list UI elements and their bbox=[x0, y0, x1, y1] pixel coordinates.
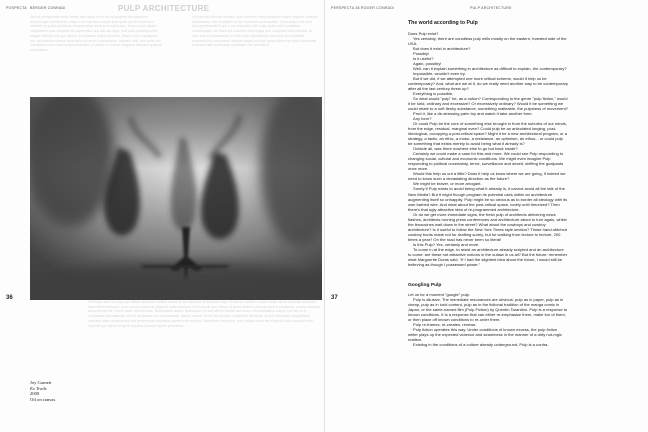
article-column bbox=[408, 20, 568, 347]
body-paragraph: Existing in the conditions of a culture already underground, Pulp is a contra- bbox=[413, 341, 549, 347]
body-paragraph: Yes certainly, there are countless pulp mills mostly on the eastern, forested side of the USA. bbox=[408, 36, 567, 47]
body-paragraph: Is it useful? bbox=[413, 56, 434, 62]
painting-image bbox=[30, 97, 322, 300]
body-paragraph: Any form? bbox=[413, 116, 432, 122]
running-head-author-right: PERSPECTA 38 ROGER CONRADI bbox=[331, 6, 395, 10]
body-paragraph: We might be braver, or more arrogant. bbox=[413, 181, 482, 187]
body-paragraph: Everything is possible. bbox=[413, 91, 454, 97]
running-head-author: BERGER CONRADI bbox=[30, 6, 66, 10]
body-paragraph: Would this help us out a little? Does it help us know where we are going, if indeed we need to know such a devastating direction as the future? bbox=[408, 171, 566, 182]
artwork-caption bbox=[30, 380, 55, 402]
body-paragraph: Pulp is allusive. The immediate resonances are obvious: pulp as in paper, pulp as in cheap, pulp as in lurid content, pulp as in the fictional tradition of the manga comic in Japan, or the same-named film (Pulp Fiction) by Quentin Tarantino. Pulp is a response to known conditions. It is a response that can either re-emphasize them, make fun of them, or then place off known conditions to re-order them. bbox=[408, 296, 568, 322]
body-paragraph: Possibly! bbox=[413, 51, 430, 57]
body-paragraph: Certainly we could make a case for this and more. We could see Pulp responding to changing social, cultural and economic conditions. We might even imagine Pulp responding to political uncertainty, terror, surveillance and deceit, shifting the goalposts once more. bbox=[408, 151, 564, 172]
body-paragraph: Impossible, wouldn't even try. bbox=[413, 71, 466, 77]
body-paragraph: Does Pulp exist? bbox=[408, 31, 439, 36]
body-paragraph: Let us for a moment "google" pulp. bbox=[408, 291, 471, 297]
caption-year: 2000 bbox=[30, 391, 40, 397]
ghost-text-column-1: Sed ut perspiciatis unde omnis iste natus error sit voluptatem accusantium doloremque laudantium, totam rem aperiam eaque ipsa quae ab illo inventore veritatis et quasi architecto beatae vitae dicta sunt explicabo. Nemo enim ipsam voluptatem quia voluptas sit aspernatur aut odit aut fugit, sed quia consequuntur magni dolores eos qui ratione voluptatem sequi nesciunt. Neque porro quisquam est, qui dolorem ipsum quia dolor sit amet, consectetur, adipisci velit, sed quia non numquam eius modi tempora incidunt ut labore et dolore magnam aliquam quaerat voluptatem. bbox=[30, 15, 162, 52]
ghost-text-lower: Similique sunt in culpa qui officia deserunt mollitia animi, id est laborum et dolorum fuga. Et harum quidem rerum facilis est et expedita distinctio. Nam libero tempore, cum soluta nobis est eligendi optio cumque nihil impedit quo minus id quod maxime placeat facere possimus, omnis voluptas assumenda est, omnis dolor repellendus. Temporibus autem quibusdam et aut officiis debitis aut rerum necessitatibus saepe eveniet ut et voluptates repudiandae sint et molestiae non recusandae. Itaque earum rerum hic tenetur a sapiente delectus, ut aut reiciendis voluptatibus maiores alias consequatur aut perferendis doloribus asperiores repellat. Nam libero tempore, cum soluta nobis est eligendi optio cumque nihil impedit quo minus id quod maxime placeat facere possimus. bbox=[88, 300, 320, 328]
section-heading-world: The world according to Pulp bbox=[408, 20, 478, 26]
body-paragraph: So what would "pulp" be, as a notion? Corresponding to the genre "pulp fiction," would it be lurid, ordinary and excessive? Or excessively ordinary? Would it be something we could relate to a soft fleshy substance, something malleable, the pulpiness of movement? bbox=[408, 96, 568, 112]
body-paragraph: Prod it, like a de-stressing palm toy and watch it take another form. bbox=[413, 111, 533, 117]
section-body-world bbox=[408, 31, 568, 267]
body-paragraph: But does it exist in architecture? bbox=[413, 46, 471, 52]
ghost-text-column-2: Ut enim ad minima veniam, quis nostrum exercitationem ullam corporis suscipit laboriosam, nisi ut aliquid ex ea commodi consequatur. Quis autem vel eum iure reprehenderit qui in ea voluptate velit esse quam nihil molestiae consequatur, vel illum qui dolorem eum fugiat quo voluptas nulla pariatur. At vero eos et accusamus et iusto odio dignissimos ducimus qui blanditiis praesentium voluptatum deleniti atque corrupti quos dolores et quas molestias excepturi sint occaecati cupiditate non provident. bbox=[192, 15, 318, 48]
body-paragraph: Outside all, was there nowhere else to go but back inside? bbox=[413, 146, 518, 152]
running-head-title-right: PULP ARCHITECTURE bbox=[470, 6, 512, 10]
body-paragraph: Well, can it explain something in architecture as difficult to explain, the contemporary? bbox=[413, 66, 567, 72]
body-paragraph: To come in at the edge, to resist an architecture already scripted and an architecture to come: are these not attractive notions in the outlaw in us all? But the future: remember what Marguerite Duras said, "If I had the slightest idea about the future, I would still be believing as though I possessed power." bbox=[408, 246, 568, 267]
section-body-googling bbox=[408, 292, 568, 347]
body-paragraph: Pulp re-frames, re-creates, renews. bbox=[413, 321, 477, 327]
body-paragraph: But if we did, if we attempted one more critical scheme, would it help us be contemporary? And, what are we at it, do we really need another way to be contemporary after all the last century threw up? bbox=[408, 76, 568, 92]
body-paragraph: Again, possibly! bbox=[413, 61, 442, 67]
body-paragraph: Surely if Pulp exists to avoid being what it already is, it cannot avoid all the talk of the New Media? But it might though program its potential uses within an architecture augmenting itself so unhappily. Pulp might be so obvious as to border all ideology with its own barbed wire. And what about the post-critical space, lonely until theorized? Then there's that ugly attractive idea of re-programmed architecture. bbox=[408, 186, 568, 212]
page-number-right: 37 bbox=[331, 295, 338, 301]
body-paragraph: Pulp fiction operates this way. Under conditions of known excess, the pulp fiction writer plays up the expected violence and seaminess in the manner of a dirty not-mgic realism. bbox=[408, 326, 562, 342]
page-number-left: 36 bbox=[6, 295, 13, 301]
running-head-left: POSPECTA bbox=[6, 6, 27, 10]
caption-artist: Joy Garnett bbox=[30, 380, 52, 385]
body-paragraph: Is this Pulp? Yes, certainly and more. bbox=[413, 241, 480, 247]
caption-title: Ex Trails bbox=[30, 385, 47, 391]
body-paragraph: Or do we get more immediate signs, the fresh pulp of architects delivering news flashes, architects running press conferences and architecture about to turn again, whilst the limousines wait down in the street? What about the cowboys and cowboy architecture? Is it useful to follow the New York Times style section? Those hand-stitched cowboy boots made not for drafting surely, but for walking from lecture to lecture, 200 times a year? On the road has never been so literal! bbox=[408, 211, 567, 242]
body-paragraph: Or could Pulp be the core of something else brought in from the suburbs of our minds, from the edge, residual, marginal even? Could pulp be an articulated longing, post-ideological, occupying a post-critical space? Might it be a new architectural program, or a strategy, a tactic, an ethic, a motor, a resistance, an optimism, an ethos... or could pulp be something that exists merely to avoid being what it already is? bbox=[408, 121, 568, 147]
section-heading-googling: Googling Pulp bbox=[408, 282, 442, 288]
caption-medium: Oil on canvas bbox=[30, 396, 56, 402]
ghost-title: PULP ARCHITECTURE bbox=[118, 4, 210, 13]
